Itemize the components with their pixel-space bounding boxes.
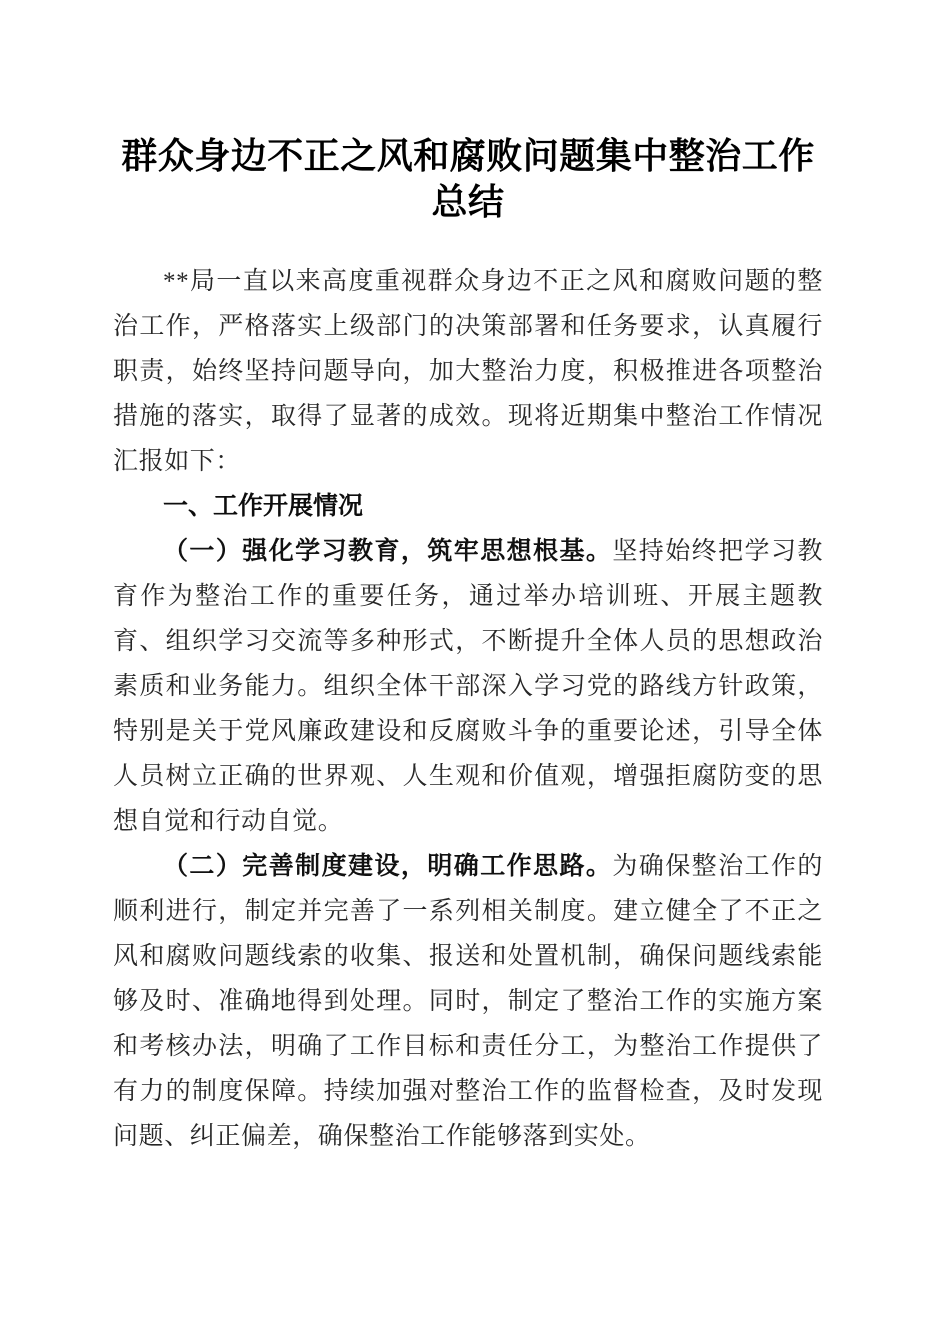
document-content: [113, 0, 823, 1159]
title-body-spacer: [113, 225, 823, 259]
section-heading-1: 一、工作开展情况: [163, 492, 364, 520]
subsection-paragraph-1: [113, 529, 823, 844]
intro-paragraph: **局一直以来高度重视群众身边不正之风和腐败问题的整治工作，严格落实上级部门的决策部署和任务要求，认真履行职责，始终坚持问题导向，加大整治力度，积极推进各项整治措施的落实，取得了显著的成效。现将近期集中整治工作情况汇报如下：: [113, 268, 823, 475]
subsection-lead-2: （二）完善制度建设，明确工作思路。: [163, 853, 613, 880]
subsection-paragraph-2: [113, 844, 823, 1159]
subsection-body-1: 坚持始终把学习教育作为整治工作的重要任务，通过举办培训班、开展主题教育、组织学习交流等多种形式，不断提升全体人员的思想政治素质和业务能力。组织全体干部深入学习党的路线方针政策，特别是关于党风廉政建设和反腐败斗争的重要论述，引导全体人员树立正确的世界观、人生观和价值观，增强拒腐防变的思想自觉和行动自觉。: [113, 538, 823, 835]
page-title: 群众身边不正之风和腐败问题集中整治工作总结: [121, 136, 815, 222]
subsection-body-2: 为确保整治工作的顺利进行，制定并完善了一系列相关制度。建立健全了不正之风和腐败问题线索的收集、报送和处置机制，确保问题线索能够及时、准确地得到处理。同时，制定了整治工作的实施方案和考核办法，明确了工作目标和责任分工，为整治工作提供了有力的制度保障。持续加强对整治工作的监督检查，及时发现问题、纠正偏差，确保整治工作能够落到实处。: [113, 853, 823, 1150]
subsection-lead-1: （一）强化学习教育，筑牢思想根基。: [163, 538, 613, 565]
